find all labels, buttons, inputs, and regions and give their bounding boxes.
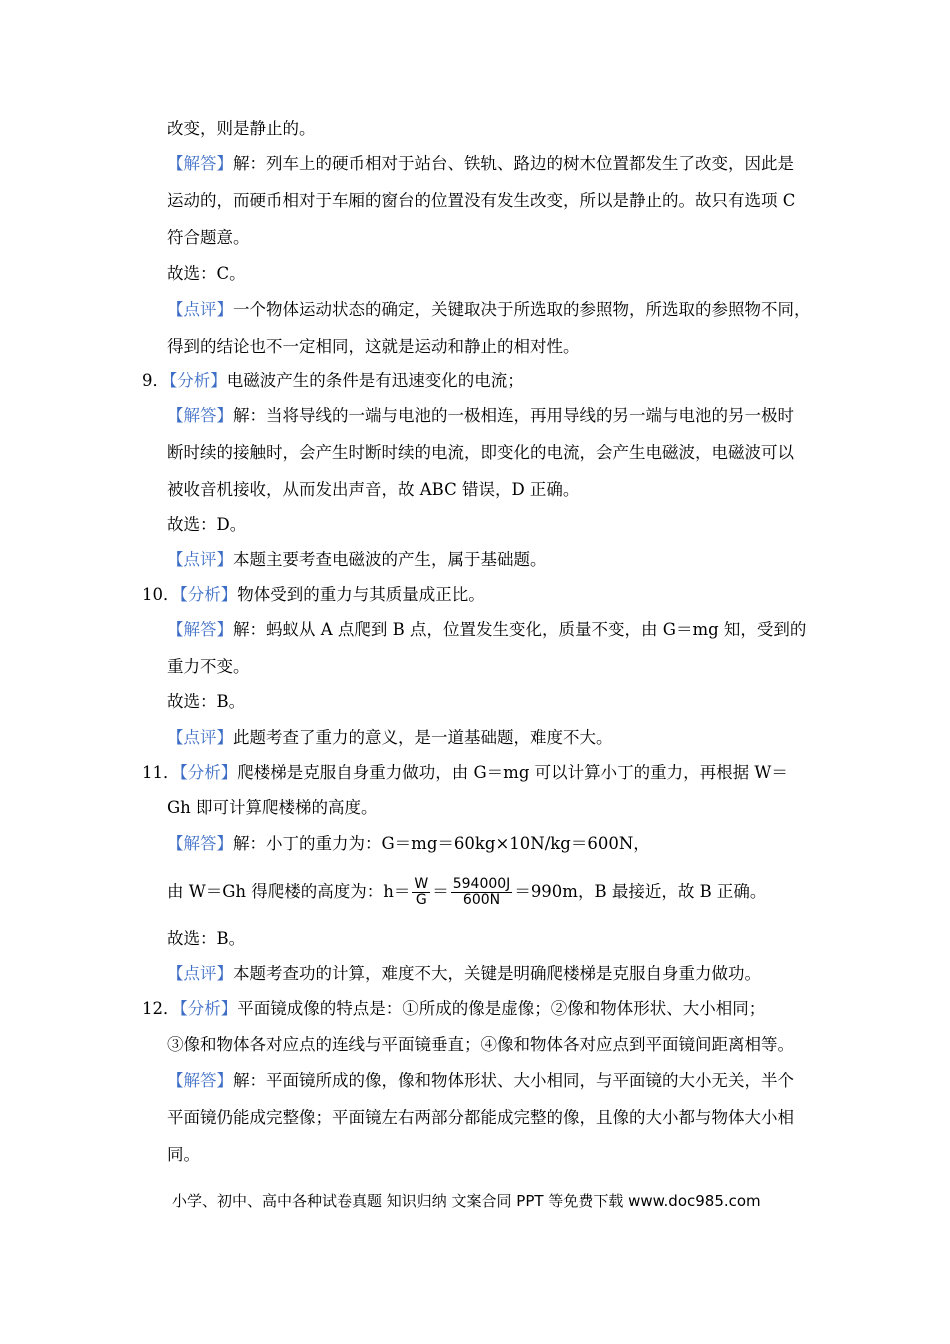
page-footer: 小学、初中、高中各种试卷真题 知识归纳 文案合同 PPT 等免费下载 www.doc985.com <box>172 1192 761 1210</box>
analysis-label: 【分析】 <box>169 371 227 390</box>
text-line <box>167 1107 794 1129</box>
text-line <box>167 190 795 212</box>
text-line <box>167 1144 200 1166</box>
question-12-analysis <box>142 998 765 1020</box>
line-text: 电磁波产生的条件是有迅速变化的电流； <box>226 371 524 390</box>
text-line <box>167 227 250 249</box>
answer-label: 【解答】 <box>167 620 233 639</box>
comment-line <box>167 727 613 749</box>
text-line <box>167 691 245 713</box>
line-text: 解：列车上的硬币相对于站台、铁轨、路边的树木位置都发生了改变，因此是 <box>233 154 794 173</box>
line-text: Gh 即可计算爬楼梯的高度。 <box>167 798 378 817</box>
line-text: 本题主要考查电磁波的产生，属于基础题。 <box>233 550 547 569</box>
answer-label: 【解答】 <box>167 406 233 425</box>
line-text: 平面镜仍能成完整像；平面镜左右两部分都能成完整的像，且像的大小都与物体大小相 <box>167 1108 794 1127</box>
text-line <box>167 118 316 140</box>
fraction-denominator: G <box>415 892 427 908</box>
text-line <box>167 656 250 678</box>
text-line <box>167 442 794 464</box>
analysis-label: 【分析】 <box>179 585 238 604</box>
comment-line <box>167 549 547 571</box>
line-text: 运动的，而硬币相对于车厢的窗台的位置没有发生改变，所以是静止的。故只有选项 C <box>167 191 796 210</box>
fraction-numerator: W <box>414 876 429 892</box>
analysis-label: 【分析】 <box>179 763 238 782</box>
line-text: 一个物体运动状态的确定，关键取决于所选取的参照物，所选取的参照物不同， <box>233 300 811 319</box>
line-text: 故选：B。 <box>167 692 246 711</box>
line-text: 故选：B。 <box>167 929 246 948</box>
analysis-label: 【分析】 <box>179 999 238 1018</box>
answer-label: 【解答】 <box>167 154 233 173</box>
question-number: 10． <box>142 585 180 604</box>
question-number: 12． <box>142 999 180 1018</box>
line-text: 同。 <box>167 1145 200 1164</box>
text-line <box>167 479 579 501</box>
line-text: 符合题意。 <box>167 228 250 247</box>
answer-line <box>167 153 794 175</box>
answer-line <box>167 619 806 641</box>
answer-line <box>167 1070 794 1092</box>
comment-label: 【点评】 <box>167 728 233 747</box>
fraction-values <box>451 877 513 908</box>
fraction-w-over-g <box>412 877 430 908</box>
question-number: 11． <box>142 763 180 782</box>
text-line <box>167 336 580 358</box>
line-text: 改变，则是静止的。 <box>167 119 316 138</box>
line-text: 解：蚂蚁从 A 点爬到 B 点，位置发生变化，质量不变，由 G＝mg 知，受到的 <box>233 620 807 639</box>
text-line <box>167 797 378 819</box>
answer-label: 【解答】 <box>167 1071 233 1090</box>
line-text: 解：平面镜所成的像，像和物体形状、大小相同，与平面镜的大小无关，半个 <box>233 1071 794 1090</box>
line-text: 本题考查功的计算，难度不大，关键是明确爬楼梯是克服自身重力做功。 <box>233 964 761 983</box>
answer-label: 【解答】 <box>167 834 233 853</box>
line-text: 解：小丁的重力为：G＝mg＝60kg×10N/kg＝600N， <box>233 834 650 853</box>
question-9-analysis <box>142 370 524 392</box>
line-text: 故选：D。 <box>167 515 247 534</box>
question-10-analysis <box>142 584 485 606</box>
line-text: 由 W＝Gh 得爬楼的高度为：h＝ <box>167 882 411 901</box>
comment-line <box>167 299 811 321</box>
comment-label: 【点评】 <box>167 300 233 319</box>
comment-label: 【点评】 <box>167 964 233 983</box>
fraction-denominator: 600N <box>462 892 501 908</box>
line-text: 重力不变。 <box>167 657 250 676</box>
line-text: 断时续的接触时，会产生时断时续的电流，即变化的电流，会产生电磁波，电磁波可以 <box>167 443 794 462</box>
formula-line <box>167 870 766 914</box>
line-text: 故选：C。 <box>167 264 246 283</box>
line-text: 被收音机接收，从而发出声音，故 ABC 错误，D 正确。 <box>167 480 580 499</box>
question-number: 9． <box>142 371 169 390</box>
question-11-analysis <box>142 762 788 784</box>
line-text: ＝990m，B 最接近，故 B 正确。 <box>514 882 767 901</box>
line-text: 得到的结论也不一定相同，这就是运动和静止的相对性。 <box>167 337 580 356</box>
text-line <box>167 263 246 285</box>
line-text: 爬楼梯是克服自身重力做功，由 G＝mg 可以计算小丁的重力，再根据 W＝ <box>237 763 788 782</box>
line-text: 物体受到的重力与其质量成正比。 <box>237 585 485 604</box>
equals-sign: ＝ <box>432 882 449 901</box>
text-line <box>167 514 246 536</box>
comment-line <box>167 963 761 985</box>
fraction-numerator: 594000J <box>452 876 511 892</box>
comment-label: 【点评】 <box>167 550 233 569</box>
line-text: 此题考查了重力的意义，是一道基础题，难度不大。 <box>233 728 613 747</box>
text-line <box>167 1034 794 1056</box>
line-text: 平面镜成像的特点是：①所成的像是虚像；②像和物体形状、大小相同； <box>237 999 766 1018</box>
answer-line <box>167 405 794 427</box>
answer-line <box>167 833 650 855</box>
text-line <box>167 928 245 950</box>
line-text: 解：当将导线的一端与电池的一极相连，再用导线的另一端与电池的另一极时 <box>233 406 794 425</box>
line-text: ③像和物体各对应点的连线与平面镜垂直；④像和物体各对应点到平面镜间距离相等。 <box>167 1035 794 1054</box>
